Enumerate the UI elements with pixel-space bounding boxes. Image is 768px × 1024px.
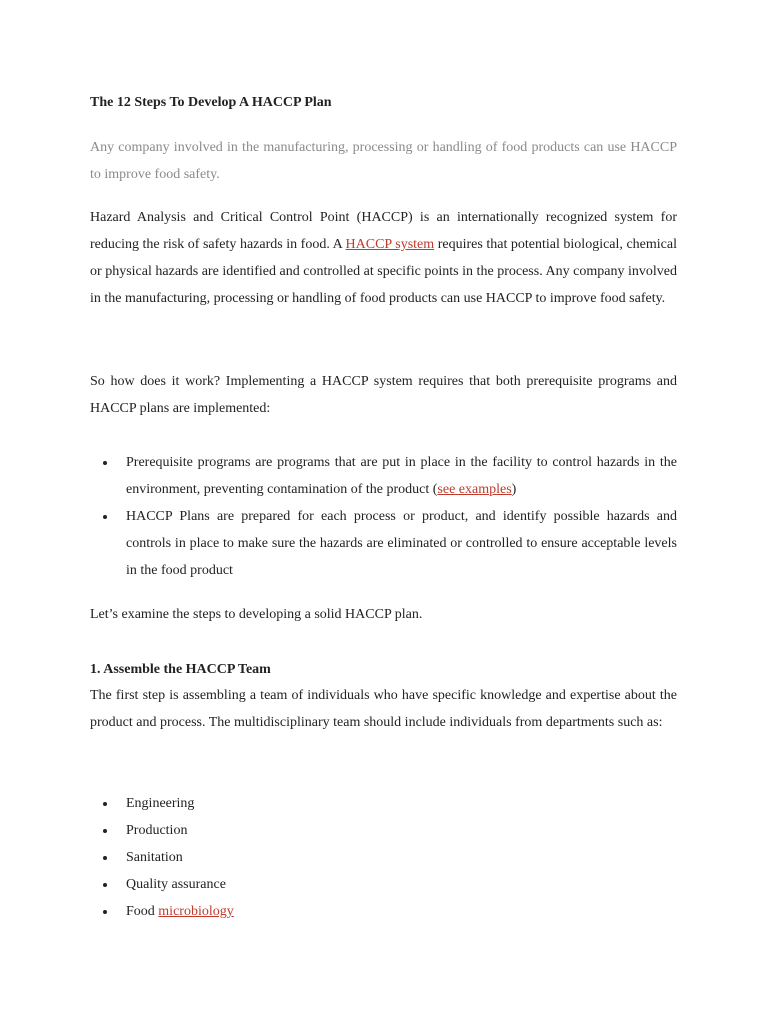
- program-list: [90, 449, 677, 584]
- list-item-text: [126, 449, 677, 503]
- list-item-production: [90, 817, 677, 844]
- intro-text-after-link: requires that potential biological, chemical or physical hazards are identified and controlled at specific points in the process. Any company involved in the manufacturing, processing or handling of food products can use HACCP to improve food safety.: [90, 237, 677, 306]
- bullet-icon: [103, 461, 107, 465]
- list-item-text: Sanitation: [126, 850, 183, 865]
- list-item-text: HACCP Plans are prepared for each process or product, and identify possible hazards and controls in place to make sure the hazards are eliminated or controlled to ensure acceptable levels in the food product: [126, 509, 677, 578]
- see-examples-link[interactable]: see examples: [437, 482, 512, 497]
- list-item-text-before-link: Prerequisite programs are programs that are put in place in the facility to control hazards in the environment, preventing contamination of the product (: [126, 455, 677, 497]
- list-item-quality-assurance: [90, 871, 677, 898]
- bullet-icon: [103, 856, 107, 860]
- intro-paragraph: [90, 204, 677, 312]
- intro-text-before-link: Hazard Analysis and Critical Control Point (HACCP) is an internationally recognized system for reducing the risk of safety hazards in food. A: [90, 210, 677, 252]
- list-item-text-after-link: ): [511, 482, 517, 497]
- lead-paragraph: Any company involved in the manufacturing, processing or handling of food products can use HACCP to improve food safety.: [90, 140, 677, 182]
- list-item-haccp-plans: [90, 503, 677, 584]
- bullet-icon: [103, 829, 107, 833]
- list-item-food-microbiology: [90, 898, 677, 925]
- list-item-text: [126, 898, 677, 925]
- list-item-text-before-link: Food: [126, 904, 159, 919]
- how-it-works-paragraph: So how does it work? Implementing a HACCP system requires that both prerequisite programs and HACCP plans are implemented:: [90, 374, 677, 416]
- haccp-system-link[interactable]: HACCP system: [345, 237, 435, 252]
- step-1-body: The first step is assembling a team of individuals who have specific knowledge and expertise about the product and process. The multidisciplinary team should include individuals from departments such as:: [90, 688, 677, 730]
- step-1-heading: 1. Assemble the HACCP Team: [90, 662, 271, 677]
- list-item-text: Engineering: [126, 796, 195, 811]
- department-list: [90, 790, 677, 925]
- bullet-icon: [103, 883, 107, 887]
- list-item-sanitation: [90, 844, 677, 871]
- list-item-text: Quality assurance: [126, 877, 226, 892]
- list-item-text: Production: [126, 823, 188, 838]
- document-title: The 12 Steps To Develop A HACCP Plan: [90, 95, 332, 110]
- bullet-icon: [103, 910, 107, 914]
- microbiology-link[interactable]: microbiology: [158, 904, 234, 919]
- list-item-engineering: [90, 790, 677, 817]
- bullet-icon: [103, 802, 107, 806]
- bullet-icon: [103, 515, 107, 519]
- lets-examine-paragraph: Let’s examine the steps to developing a solid HACCP plan.: [90, 607, 423, 622]
- list-item-prerequisite: [90, 449, 677, 503]
